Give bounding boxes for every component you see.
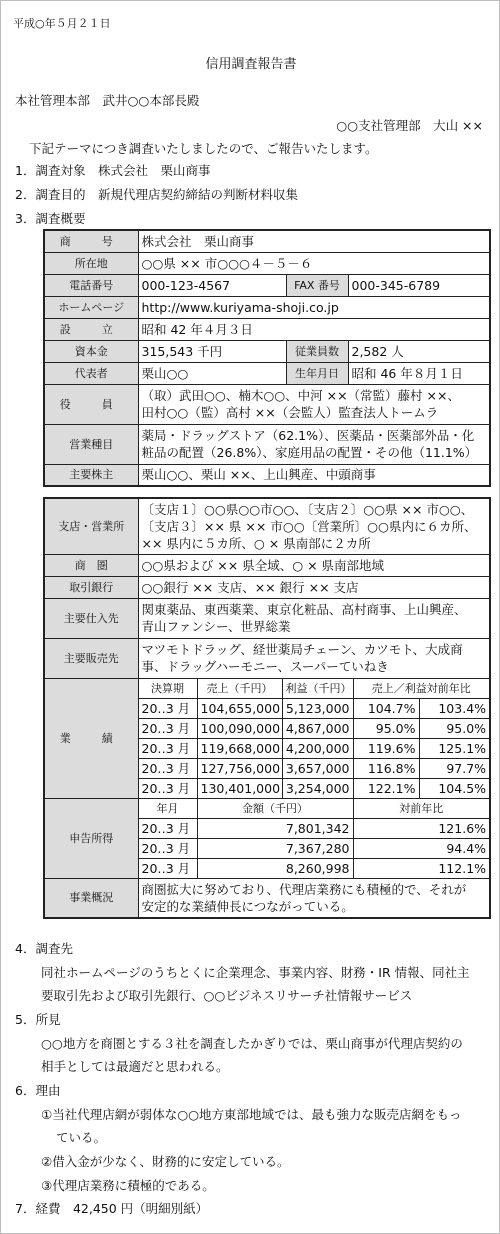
trade-area: ○○県および ×× 県全域、○ × 県南部地域 xyxy=(138,554,490,576)
company-tel: 000-123-4567 xyxy=(138,274,286,296)
business-line-1: 薬局・ドラッグストア（62.1%）、医薬品・医薬部外品・化 xyxy=(141,428,475,443)
reason-3: ③代理店業務に積極的である。 xyxy=(41,1178,215,1193)
section-5: 5．所見 xyxy=(15,1012,61,1027)
perf-profit-yoy: 95.0% xyxy=(419,718,490,738)
income-header-period: 年月 xyxy=(138,798,197,818)
label-name: 商 号 xyxy=(44,230,138,252)
company-overview-table xyxy=(43,229,491,487)
income-amount: 7,367,280 xyxy=(197,838,353,858)
section-5-body-2: 相手としては最適だと思われる。 xyxy=(41,1059,229,1074)
income-amount: 8,260,998 xyxy=(197,858,353,878)
business-summary xyxy=(138,878,490,918)
intro-text: 下記テーマにつき調査いたしましたので、ご報告いたします。 xyxy=(29,141,378,156)
company-address: ○○県 ×× 市○○○４－５－６ xyxy=(138,252,490,274)
income-period: 20‥3 月 xyxy=(138,858,197,878)
business-line-2: 粧品の配置（26.8%）、家庭用品の配置・その他（11.1%） xyxy=(141,445,478,460)
perf-sales-yoy: 122.1% xyxy=(353,778,419,798)
label-customers: 主要販売先 xyxy=(44,638,138,678)
company-officers xyxy=(138,384,490,424)
customers-line-1: マツモトドラッグ、経世薬局チェーン、カツモト、大成商 xyxy=(141,642,463,657)
branches xyxy=(138,498,490,554)
perf-sales-yoy: 119.6% xyxy=(353,738,419,758)
label-capital: 資本金 xyxy=(44,340,138,362)
perf-sales-yoy: 104.7% xyxy=(353,698,419,718)
perf-period: 20‥3 月 xyxy=(138,738,197,758)
perf-profit: 3,657,000 xyxy=(282,758,353,778)
perf-profit: 3,254,000 xyxy=(282,778,353,798)
sender: ○○支社管理部 大山 ×× xyxy=(336,118,483,133)
income-header-amount: 金額（千円） xyxy=(197,798,353,818)
customers xyxy=(138,638,490,678)
income-yoy: 112.1% xyxy=(353,858,490,878)
report-title: 信用調査報告書 xyxy=(205,57,297,72)
perf-profit-yoy: 103.4% xyxy=(419,698,490,718)
reason-1-cont: ている。 xyxy=(56,1130,107,1145)
label-banks: 取引銀行 xyxy=(44,576,138,598)
label-address: 所在地 xyxy=(44,252,138,274)
suppliers-line-2: 青山ファンシー、世界総業 xyxy=(141,619,291,634)
officers-line-2: 田村○○（監）高村 ××（会監人）監査法人トームラ xyxy=(141,405,439,420)
company-fax: 000-345-6789 xyxy=(348,274,490,296)
section-5-body-1: ○○地方を商圏とする３社を調査したかぎりでは、栗山商事が代理店契約の xyxy=(41,1036,463,1051)
branches-line-3: ×× 県内に５カ所、○ × 県南部に２カ所 xyxy=(141,535,371,551)
company-business xyxy=(138,424,490,464)
section-3: 3．調査概要 xyxy=(15,211,86,226)
perf-profit: 5,123,000 xyxy=(282,698,353,718)
income-yoy: 94.4% xyxy=(353,838,490,858)
company-representative: 栗山○○ xyxy=(138,362,286,384)
label-branches: 支店・営業所 xyxy=(44,498,138,554)
branches-line-1: 〔支店１〕○○県○○市○○、〔支店２〕○○県 ×× 市○○、 xyxy=(141,501,474,517)
perf-sales: 100,090,000 xyxy=(197,718,282,738)
section-7: 7．経費 42,450 円（明細別紙） xyxy=(15,1201,209,1216)
company-name: 株式会社 栗山商事 xyxy=(138,230,490,252)
customers-line-2: 事、ドラッグハーモニー、スーパーていねき xyxy=(141,659,389,674)
section-4-body-1: 同社ホームページのうちとくに企業理念、事業内容、財務・IR 情報、同社主 xyxy=(41,965,470,980)
reason-1: ①当社代理店網が弱体な○○地方東部地域では、最も強力な販売店網をもっ xyxy=(41,1107,462,1122)
income-yoy: 121.6% xyxy=(353,818,490,838)
perf-header-yoy: 売上／利益対前年比 xyxy=(353,678,490,698)
section-2: 2．調査目的 新規代理店契約締結の判断材料収集 xyxy=(15,187,298,202)
suppliers xyxy=(138,598,490,638)
perf-sales: 104,655,000 xyxy=(197,698,282,718)
label-business: 営業種目 xyxy=(44,424,138,464)
label-officers: 役 員 xyxy=(44,384,138,424)
perf-sales: 127,756,000 xyxy=(197,758,282,778)
company-website: http://www.kuriyama-shoji.co.jp xyxy=(138,296,490,318)
label-suppliers: 主要仕入先 xyxy=(44,598,138,638)
perf-sales: 119,668,000 xyxy=(197,738,282,758)
branches-line-2: 〔支店３〕×× 県 ×× 市○○〔営業所〕○○県内に６カ所、 xyxy=(141,518,477,534)
company-birthdate: 昭和 46 年８月１日 xyxy=(348,362,490,384)
perf-header-period: 決算期 xyxy=(138,678,197,698)
section-4-body-2: 要取引先および取引先銀行、○○ビジネスリサーチ社情報サービス xyxy=(41,988,413,1003)
perf-header-sales: 売上（千円） xyxy=(197,678,282,698)
perf-header-profit: 利益（千円） xyxy=(282,678,353,698)
income-period: 20‥3 月 xyxy=(138,838,197,858)
perf-profit-yoy: 125.1% xyxy=(419,738,490,758)
label-tel: 電話番号 xyxy=(44,274,138,296)
perf-profit-yoy: 104.5% xyxy=(419,778,490,798)
label-birthdate: 生年月日 xyxy=(286,362,348,384)
company-employees: 2,582 人 xyxy=(348,340,490,362)
income-header-yoy: 対前年比 xyxy=(353,798,490,818)
label-performance: 業 績 xyxy=(44,678,138,798)
perf-sales: 130,401,000 xyxy=(197,778,282,798)
perf-sales-yoy: 116.8% xyxy=(353,758,419,778)
income-amount: 7,801,342 xyxy=(197,818,353,838)
perf-period: 20‥3 月 xyxy=(138,778,197,798)
label-fax: FAX 番号 xyxy=(286,274,348,296)
perf-profit: 4,867,000 xyxy=(282,718,353,738)
recipient: 本社管理本部 武井○○本部長殿 xyxy=(15,93,200,108)
perf-period: 20‥3 月 xyxy=(138,758,197,778)
perf-profit-yoy: 97.7% xyxy=(419,758,490,778)
label-declared-income: 申告所得 xyxy=(44,798,138,878)
label-representative: 代表者 xyxy=(44,362,138,384)
label-shareholders: 主要株主 xyxy=(44,464,138,486)
perf-profit: 4,200,000 xyxy=(282,738,353,758)
label-trade-area: 商 圏 xyxy=(44,554,138,576)
company-capital: 315,543 千円 xyxy=(138,340,286,362)
company-established: 昭和 42 年４月３日 xyxy=(138,318,490,340)
officers-line-1: （取）武田○○、楠木○○、中河 ××（常監）藤村 ××、 xyxy=(141,388,460,403)
company-shareholders: 栗山○○、栗山 ××、上山興産、中頭商事 xyxy=(138,464,490,486)
income-period: 20‥3 月 xyxy=(138,818,197,838)
label-established: 設 立 xyxy=(44,318,138,340)
label-business-summary: 事業概況 xyxy=(44,878,138,918)
perf-period: 20‥3 月 xyxy=(138,698,197,718)
section-4: 4．調査先 xyxy=(15,941,73,956)
perf-period: 20‥3 月 xyxy=(138,718,197,738)
operations-table xyxy=(43,497,491,919)
section-6: 6．理由 xyxy=(15,1083,61,1098)
perf-sales-yoy: 95.0% xyxy=(353,718,419,738)
suppliers-line-1: 関東薬品、東西薬業、東京化粧品、高村商事、上山興産、 xyxy=(141,602,467,617)
label-website: ホームページ xyxy=(44,296,138,318)
section-1: 1．調査対象 株式会社 栗山商事 xyxy=(15,163,211,178)
reason-2: ②借入金が少なく、財務的に安定している。 xyxy=(41,1154,290,1169)
summary-line-1: 商圏拡大に努めており、代理店業務にも積極的で、それが xyxy=(141,881,467,897)
summary-line-2: 安定的な業績伸長につながっている。 xyxy=(141,898,354,914)
banks: ○○銀行 ×× 支店、×× 銀行 ×× 支店 xyxy=(138,576,490,598)
report-date: 平成○年５月２１日 xyxy=(13,17,111,30)
label-employees: 従業員数 xyxy=(286,340,348,362)
